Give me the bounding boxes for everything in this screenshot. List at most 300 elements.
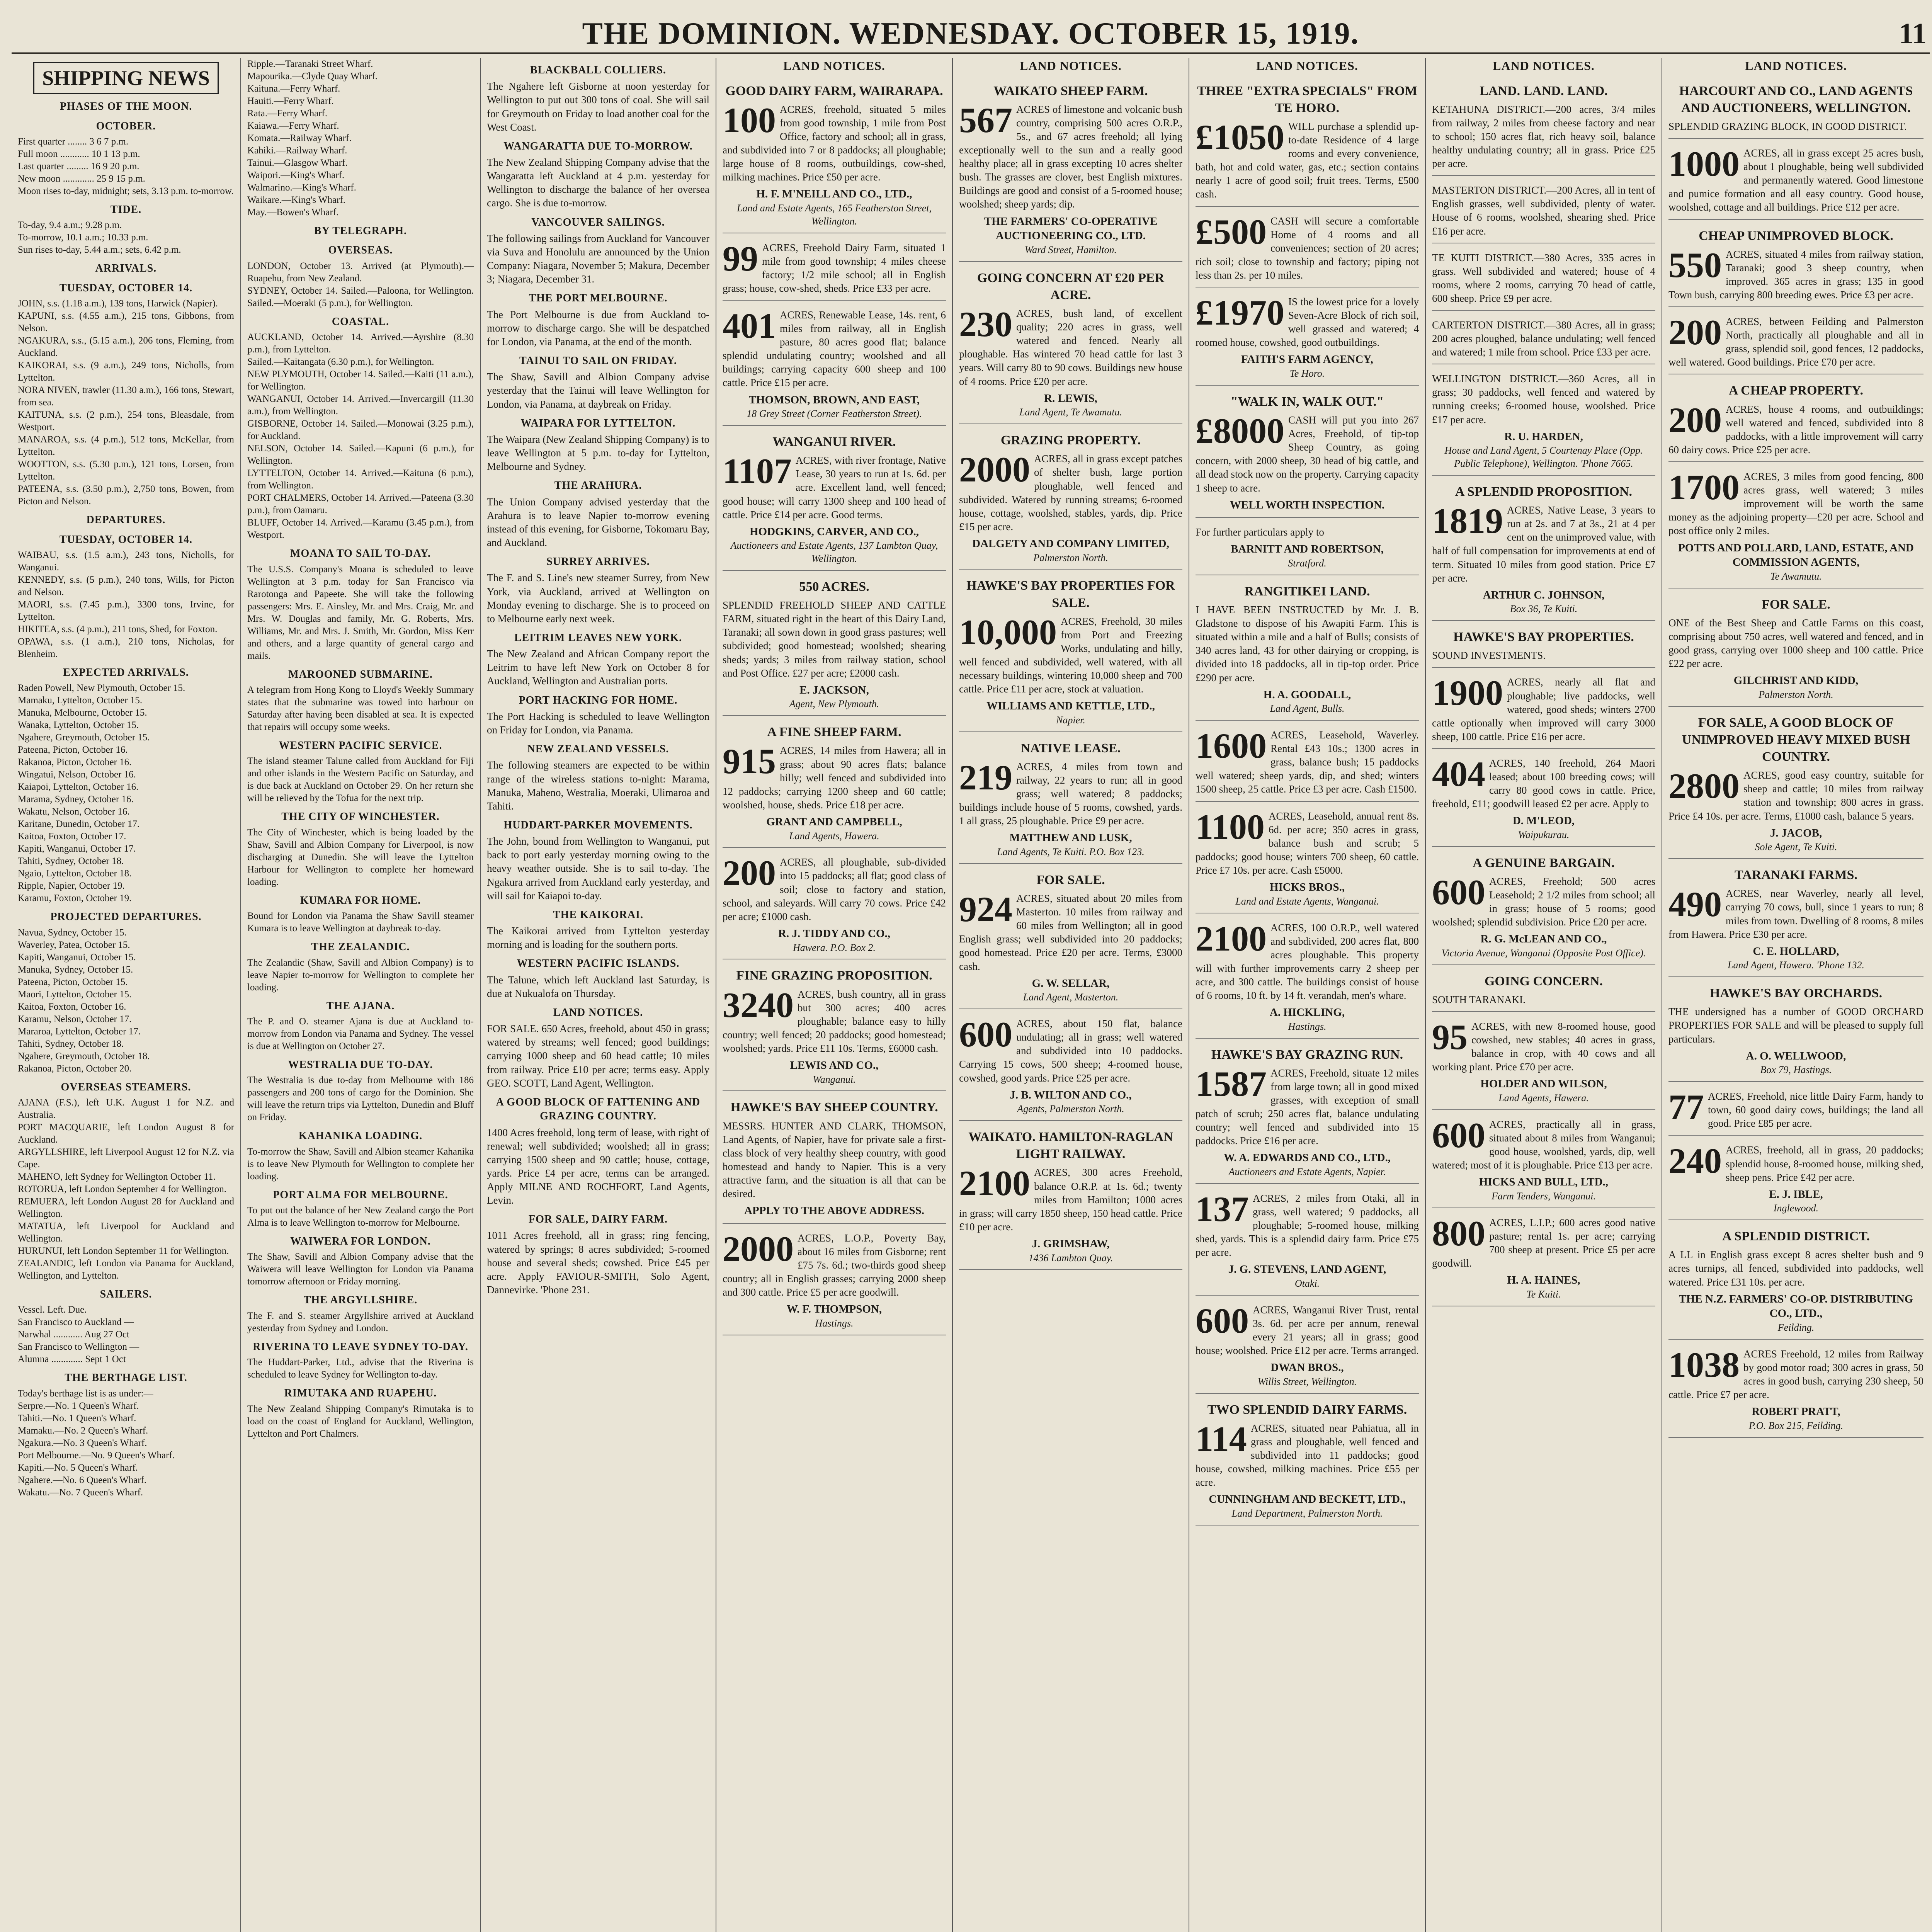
list-line: NELSON, October 14. Sailed.—Kapuni (6 p.m.), for Wellington.: [247, 443, 474, 466]
news-item: [247, 1129, 474, 1182]
ad-text: KETAHUNA DISTRICT.—200 acres, 3/4 miles from railway, 2 miles from cheese factory and near to school; 150 acres flat, rich heavy soil, balance healthy undulating country; all in grass. Price £25 per acre.: [1432, 103, 1655, 170]
news-item: [487, 63, 709, 134]
ad-agent: E. JACKSON,: [799, 684, 869, 696]
ads-col5: [959, 79, 1182, 1270]
ad-address: Box 36, Te Kuiti.: [1510, 603, 1578, 615]
projected-title: PROJECTED DEPARTURES.: [50, 911, 202, 923]
news-title: WAIWERA FOR LONDON.: [290, 1235, 431, 1248]
sailers-title: SAILERS.: [100, 1288, 152, 1301]
list-line: PORT CHALMERS, October 14. Arrived.—Pateena (3.30 p.m.), from Oamaru.: [247, 493, 474, 516]
ad-address: Land Agent, Hawera. 'Phone 132.: [1728, 959, 1864, 971]
ad-agent: LEWIS AND CO.,: [790, 1059, 879, 1071]
land-advertisement: [1196, 917, 1419, 1039]
news-item: [487, 1006, 709, 1090]
tide-list: [18, 219, 234, 256]
ad-address: Waipukurau.: [1518, 829, 1570, 840]
masthead: [12, 13, 1930, 54]
ad-body: [1196, 1066, 1419, 1148]
list-line: SYDNEY, October 14. Sailed.—Paloona, for Wellington. Sailed.—Moeraki (5 p.m.), for Wellington.: [247, 285, 474, 308]
list-line: PORT MACQUARIE, left London August 8 for Auckland.: [18, 1122, 234, 1145]
ad-text: ACRES, 2 miles from Otaki, all in grass, well watered; 9 paddocks, all ploughable; 5-roomed house, milking shed, yards. This is a splendid dairy farm. Price £75 per acre.: [1196, 1192, 1419, 1259]
list-line: NEW PLYMOUTH, October 14. Sailed.—Kaiti (11 a.m.), for Wellington.: [247, 369, 474, 392]
list-line: Serpre.—No. 1 Queen's Wharf.: [18, 1400, 139, 1411]
ad-acreage: 200: [1668, 400, 1722, 440]
ad-title: A CHEAP PROPERTY.: [1729, 383, 1863, 398]
ad-acreage: 600: [1432, 1115, 1485, 1155]
ad-acreage: 2000: [723, 1229, 794, 1269]
news-title: MAROONED SUBMARINE.: [288, 668, 433, 680]
list-line: Wakatu, Nelson, October 16.: [18, 806, 130, 817]
ad-address: Land Agents, Hawera.: [1498, 1092, 1589, 1104]
list-line: Hauiti.—Ferry Wharf.: [247, 96, 334, 106]
list-line: LONDON, October 13. Arrived (at Plymouth).—Ruapehu, from New Zealand.: [247, 260, 474, 284]
list-line: Mapourika.—Clyde Quay Wharf.: [247, 71, 378, 82]
news-title: THE KAIKORAI.: [553, 908, 643, 921]
list-line: Last quarter ......... 16 9 20 p.m.: [18, 161, 139, 172]
ad-agent: ROBERT PRATT,: [1752, 1405, 1840, 1418]
list-line: Mamaku.—No. 2 Queen's Wharf.: [18, 1425, 148, 1436]
ad-agent: H. A. HAINES,: [1507, 1274, 1580, 1287]
ad-acreage: 2800: [1668, 766, 1740, 806]
arrivals-title: ARRIVALS.: [95, 262, 157, 275]
land-advertisement: [1668, 981, 1923, 1082]
land-advertisement: [1668, 592, 1923, 707]
ad-body: [1668, 766, 1923, 823]
ad-text: ACRES, Leasehold, annual rent 8s. 6d. per acre; 350 acres in grass, balance bush and scrub; 5 paddocks; good house; winters 700 sheep, 60 cattle. Price £7 10s. per acre. Cash £5000.: [1196, 810, 1419, 876]
list-line: Walmarino.—King's Wharf.: [247, 182, 356, 193]
ad-text: ACRES, L.I.P.; 600 acres good native pasture; rental 1s. per acre; carrying 700 sheep at present. Price £5 per acre goodwill.: [1432, 1216, 1655, 1269]
list-line: Mararoa, Lyttelton, October 17.: [18, 1026, 141, 1037]
news-item: [247, 1293, 474, 1334]
land-advertisement: [1668, 1224, 1923, 1340]
ad-address: Willis Street, Wellington.: [1257, 1376, 1357, 1387]
ad-body: [1432, 1115, 1655, 1172]
news-item: [487, 291, 709, 349]
ad-acreage: 240: [1668, 1141, 1722, 1181]
land-advertisement: [1196, 1299, 1419, 1394]
list-line: San Francisco to Wellington —: [18, 1342, 139, 1352]
news-title: WESTERN PACIFIC SERVICE.: [279, 739, 442, 752]
land-advertisement: [1432, 1016, 1655, 1110]
ad-title: FOR SALE, A GOOD BLOCK OF UNIMPROVED HEAVY MIXED BUSH COUNTRY.: [1682, 715, 1910, 764]
ad-body: [959, 100, 1182, 211]
land-advertisement: [1668, 143, 1923, 219]
ad-address: Land Agent, Masterton.: [1023, 992, 1119, 1003]
sailers-list: [18, 1304, 234, 1366]
news-text: The New Zealand Shipping Company's Rimutaka is to load on the coast of England for Auckland, Wellington, Lyttelton and Port Chalmers.: [247, 1403, 474, 1439]
news-title: SURREY ARRIVES.: [546, 556, 650, 568]
ad-body: [1432, 649, 1655, 662]
land-advertisement: [723, 1228, 946, 1335]
news-text: 1011 Acres freehold, all in grass; ring fencing, watered by springs; 8 acres subdivided; 5-roomed house and several sheds; cowshed. Price £45 per acre. Apply FAVIOUR-SMITH, Solo Agent, Dannevirke. 'Phone 231.: [487, 1230, 709, 1296]
shipping-news-heading: SHIPPING NEWS: [33, 62, 219, 94]
col6-heading: LAND NOTICES.: [1256, 59, 1358, 73]
news-title: THE CITY OF WINCHESTER.: [281, 811, 440, 823]
land-advertisement: [959, 1013, 1182, 1121]
ad-title: TWO SPLENDID DAIRY FARMS.: [1207, 1402, 1407, 1417]
news-text: The F. and S. steamer Argyllshire arrived at Auckland yesterday from Sydney and London.: [247, 1310, 474, 1333]
news-item: [487, 216, 709, 286]
ad-text: SOUND INVESTMENTS.: [1432, 650, 1546, 662]
news-list-col3: [487, 63, 709, 1297]
ad-body: [1668, 1248, 1923, 1289]
news-item: [247, 1058, 474, 1124]
land-advertisement: [723, 720, 946, 848]
ad-body: [959, 612, 1182, 696]
news-text: The New Zealand and African Company report the Leitrim to have left New York on October 8 for Auckland, Wellington and Australian ports.: [487, 648, 709, 687]
land-advertisement: [1432, 1212, 1655, 1306]
news-title: HUDDART-PARKER MOVEMENTS.: [503, 819, 693, 831]
ad-text: ACRES, situated about 20 miles from Masterton. 10 miles from railway and 60 miles from Wellington; all in good English grass; well subdivided into 20 paddocks; good homestead. Price £20 per acre. Terms, £3000 cash.: [959, 893, 1182, 972]
ad-agent: J. GRIMSHAW,: [1032, 1237, 1110, 1250]
col8-heading: LAND NOTICES.: [1745, 59, 1847, 73]
ad-body: [1432, 872, 1655, 929]
column-shipping-3: [480, 58, 716, 1932]
ad-address: Farm Tenders, Wanganui.: [1492, 1190, 1596, 1202]
column-land-notices-5: [1662, 58, 1930, 1932]
ad-acreage: 2000: [959, 450, 1030, 490]
list-line: Kapiti, Wanganui, October 15.: [18, 952, 136, 963]
ad-body: [959, 889, 1182, 973]
ad-text: ACRES, practically all in grass, situated about 8 miles from Wanganui; good house, woolshed, yards, dip, well watered; most of it is ploughable. Price £13 per acre.: [1432, 1118, 1655, 1171]
ad-text: ACRES, 14 miles from Hawera; all in grass; about 90 acres flats; balance hilly; well fenced and subdivided into 12 paddocks; carrying 1200 sheep and 60 cattle; woolshed, house, sheds. Price £18 per acre.: [723, 745, 946, 811]
ad-agent: WILLIAMS AND KETTLE, LTD.,: [986, 700, 1155, 713]
list-line: Pateena, Picton, October 16.: [18, 745, 128, 755]
ad-text: ACRES, Freehold Dairy Farm, situated 1 mile from good township; 4 miles cheese factory; 1/2 mile school; all in English grass; house, cow-shed, sheds. Price £33 per acre.: [723, 242, 946, 294]
list-line: Wanaka, Lyttelton, October 15.: [18, 720, 139, 731]
ad-text: ACRES, all in grass except 25 acres bush, about 1 ploughable, being well subdivided and permanently watered. Good limestone and pumice formation and all easy country. Good house, woolshed, cottage and all buildings. Price £12 per acre.: [1668, 147, 1923, 213]
ad-text: ACRES, all in grass except patches of shelter bush, large portion ploughable, well fenced and subdivided. Watered by running streams; 6-roomed house, cottage, woolshed, stables, yards, dip. Price £15 per acre.: [959, 453, 1182, 532]
land-advertisement: [723, 430, 946, 571]
news-item: [487, 139, 709, 210]
ad-agent: J. B. WILTON AND CO.,: [1010, 1088, 1132, 1101]
land-advertisement: [1196, 522, 1419, 575]
ad-body: [723, 1231, 946, 1299]
ad-body: [959, 757, 1182, 828]
ad-acreage: 200: [723, 853, 776, 893]
tide-title: TIDE.: [110, 203, 142, 216]
ad-body: [723, 238, 946, 295]
ad-address: Land Agents, Te Kuiti. P.O. Box 123.: [997, 846, 1145, 858]
ad-title: THREE "EXTRA SPECIALS" FROM TE HORO.: [1197, 83, 1417, 115]
list-line: KAITUNA, s.s. (2 p.m.), 254 tons, Bleasdale, from Westport.: [18, 410, 234, 433]
list-line: May.—Bowen's Wharf.: [247, 207, 339, 218]
ad-body: [1432, 675, 1655, 743]
list-line: First quarter ........ 3 6 7 p.m.: [18, 136, 129, 147]
list-line: Tahiti, Sydney, October 18.: [18, 856, 124, 867]
ad-text: ACRES, 3 miles from good fencing, 800 acres grass, well watered; 3 miles improvement will be worth the same money as the adjoining property—£20 per acre. School and post office only 2 miles.: [1668, 471, 1923, 537]
list-line: Vessel. Left. Due.: [18, 1304, 87, 1315]
ad-body: [1668, 400, 1923, 457]
land-advertisement: [959, 573, 1182, 732]
list-line: Waikare.—King's Wharf.: [247, 195, 346, 205]
ad-address: Land Agent, Bulls.: [1270, 703, 1345, 714]
land-advertisement: [1432, 315, 1655, 364]
news-title: LAND NOTICES.: [553, 1006, 643, 1019]
list-line: REMUERA, left London August 28 for Auckland and Wellington.: [18, 1196, 234, 1219]
ad-address: Agents, Palmerston North.: [1017, 1103, 1124, 1115]
news-title: WESTRALIA DUE TO-DAY.: [288, 1058, 433, 1071]
ad-body: [1196, 117, 1419, 201]
ad-agent: H. A. GOODALL,: [1263, 688, 1351, 701]
list-line: Sailed.—Kaitangata (6.30 p.m.), for Wellington.: [247, 357, 434, 367]
news-text: The island steamer Talune called from Auckland for Fiji and other islands in the Western Pacific on Saturday, and is due back at Auckland on October 29. On her return she will be relieved by the Tofua for the next trip.: [247, 756, 474, 804]
list-line: Rata.—Ferry Wharf.: [247, 108, 328, 119]
ad-body: [1668, 1143, 1923, 1184]
overseas-list: [18, 1097, 234, 1282]
ad-title: RANGITIKEI LAND.: [1244, 584, 1370, 599]
ad-text: ACRES, Freehold, situate 12 miles from large town; all in good mixed grasses, with exception of small patch of scrub; 250 acres flat, balance undulating country; well fenced and subdivided into 15 paddocks. Price £16 per acre.: [1196, 1067, 1419, 1147]
ad-text: CASH will put you into 267 Acres, Freehold, of tip-top Sheep Country, as going concern, with 2000 sheep, 30 head of big cattle, and all dead stock now on the property. Carrying capacity 1 sheep to acre.: [1196, 414, 1419, 494]
news-title: FOR SALE, DAIRY FARM.: [529, 1213, 668, 1226]
ad-agent: CUNNINGHAM AND BECKETT, LTD.,: [1209, 1493, 1406, 1506]
land-advertisement: [959, 736, 1182, 864]
ad-text: ACRES, Wanganui River Trust, rental 3s. 6d. per acre per annum, renewal every 21 years; all in grass; good house; woolshed. Price £12 per acre. Terms arranged.: [1196, 1304, 1419, 1357]
col4-heading: LAND NOTICES.: [783, 59, 885, 73]
land-advertisement: [1432, 672, 1655, 748]
list-line: Narwhal ............ Aug 27 Oct: [18, 1329, 129, 1340]
ad-body: [723, 100, 946, 184]
expected-list: [18, 682, 234, 905]
ad-text: ACRES, good easy country, suitable for sheep and cattle; 10 miles from railway station and township; 800 acres in grass. Price £4 10s. per acre. Terms, £1000 cash, balance 5 years.: [1668, 769, 1923, 822]
ad-text: SPLENDID FREEHOLD SHEEP AND CATTLE FARM, situated right in the heart of this Dairy Land, Taranaki; all sown down in good grass pastures; well subdivided; good homestead; woolshed; shearing sheds; yards; 3 miles from railway station, school and Post Office. £27 per acre; £2000 cash.: [723, 599, 946, 679]
ad-text: ACRES, all ploughable, sub-divided into 15 paddocks; all flat; good class of soil; close to factory and station, school, and saleyards. Will carry 70 cows. Price £42 per acre; £1000 cash.: [723, 856, 946, 922]
land-advertisement: [1196, 291, 1419, 386]
land-advertisement: [723, 79, 946, 233]
ad-agent: J. G. STEVENS, LAND AGENT,: [1228, 1263, 1386, 1276]
ad-agent: HICKS AND BULL, LTD.,: [1479, 1176, 1609, 1189]
ad-title: HARCOURT AND CO., LAND AGENTS AND AUCTIONEERS, WELLINGTON.: [1679, 83, 1913, 115]
col5-heading: LAND NOTICES.: [1020, 59, 1122, 73]
ad-acreage: 1600: [1196, 726, 1267, 766]
land-advertisement: [1432, 851, 1655, 965]
news-title: PORT ALMA FOR MELBOURNE.: [273, 1189, 448, 1201]
ad-agent: GRANT AND CAMPBELL,: [766, 815, 902, 828]
overseas-title: OVERSEAS STEAMERS.: [61, 1081, 191, 1093]
ad-address: 1436 Lambton Quay.: [1028, 1252, 1113, 1264]
list-line: Today's berthage list is as under:—: [18, 1388, 153, 1399]
land-advertisement: [1432, 480, 1655, 621]
list-line: MATATUA, left Liverpool for Auckland and Wellington.: [18, 1221, 234, 1244]
news-item: [487, 354, 709, 411]
news-text: The F. and S. Line's new steamer Surrey, from New York, via Auckland, arrived at Wellington on Monday evening to discharge. She is to proceed on to Melbourne early next week.: [487, 572, 709, 624]
list-line: Komata.—Railway Wharf.: [247, 133, 352, 143]
list-line: Wakatu.—No. 7 Queen's Wharf.: [18, 1487, 143, 1498]
news-title: THE AJANA.: [326, 1000, 395, 1012]
ad-text: ACRES, situated near Pahiatua, all in grass and ploughable, well fenced and subdivided into 11 paddocks; good house, cowshed, milking machines. Price £55 per acre.: [1196, 1422, 1419, 1488]
news-text: The Port Melbourne is due from Auckland to-morrow to discharge cargo. She will be despatched for London, via Panama, at the end of the month.: [487, 308, 709, 347]
ad-address: P.O. Box 215, Feilding.: [1748, 1420, 1844, 1431]
news-item: [487, 417, 709, 474]
list-line: Full moon ............ 10 1 13 p.m.: [18, 148, 140, 159]
ad-acreage: 550: [1668, 245, 1722, 285]
ad-text: ACRES, 140 freehold, 264 Maori leased; about 100 breeding cows; will carry 80 good cows in cattle. Price, freehold, £11; goodwill leased £2 per acre. Apply to: [1432, 757, 1655, 810]
ad-agent: MATTHEW AND LUSK,: [1009, 832, 1132, 844]
ad-title: A SPLENDID DISTRICT.: [1722, 1229, 1870, 1244]
ad-acreage: 2100: [1196, 918, 1267, 958]
list-line: Maori, Lyttelton, October 15.: [18, 989, 132, 1000]
col7-heading: LAND NOTICES.: [1493, 59, 1595, 73]
ad-text: ACRES, Leasehold, Waverley. Rental £43 10s.; 1300 acres in grass, balance bush; 15 paddocks well watered; sheep yards, dip, and shed; winters 1500 sheep, 25 cattle. Price £3 per acre. Cash £1500.: [1196, 729, 1419, 795]
land-advertisement: [1196, 211, 1419, 287]
list-line: HURUNUI, left London September 11 for Wellington.: [18, 1246, 229, 1257]
list-line: Tainui.—Glasgow Wharf.: [247, 158, 348, 168]
ad-body: [1432, 318, 1655, 359]
overseas-telegraph-list: [247, 260, 474, 310]
ad-text: ACRES, 4 miles from town and railway, 22 years to run; all in good grass; well watered; 8 paddocks; buildings include house of 5 rooms, cowshed, yards. 1 all grass, 25 ploughable. Price £9 per acre.: [959, 760, 1182, 827]
list-line: AJANA (F.S.), left U.K. August 1 for N.Z. and Australia.: [18, 1097, 234, 1121]
ad-acreage: £1970: [1196, 293, 1284, 332]
list-line: PATEENA, s.s. (3.50 p.m.), 2,750 tons, Bowen, from Picton and Nelson.: [18, 484, 234, 507]
ad-address: Te Kuiti.: [1526, 1288, 1561, 1300]
news-item: [487, 555, 709, 626]
list-line: To-day, 9.4 a.m.; 9.28 p.m.: [18, 220, 122, 231]
land-advertisement: [959, 868, 1182, 1009]
ads-col6: [1196, 79, 1419, 1526]
ad-title: WAIKATO SHEEP FARM.: [993, 83, 1148, 98]
ad-body: [1196, 728, 1419, 796]
news-item: [247, 810, 474, 888]
news-text: To-morrow the Shaw, Savill and Albion steamer Kahanika is to leave New Plymouth for Wellington to complete her loading.: [247, 1146, 474, 1182]
news-item: [247, 739, 474, 804]
land-advertisement: [1432, 625, 1655, 668]
land-advertisement: [1668, 1344, 1923, 1438]
news-text: The U.S.S. Company's Moana is scheduled to leave Wellington at 3 p.m. today for San Francisco via Rarotonga and Papeete. She will take the following passengers: Mrs. E. Ainsley, Mr. and Mrs. Craig, Mr. and Mrs. W. Douglas and family, Mr. G. Roberts, Mrs. Williams, Mr. and Mrs. J. Smith, Mr. Gordon, Miss Kerr and others, and a large quantity of general cargo and mails.: [247, 564, 474, 661]
list-line: Ngakura.—No. 3 Queen's Wharf.: [18, 1437, 147, 1448]
ad-text: CARTERTON DISTRICT.—380 Acres, all in grass; 200 acres ploughed, balance undulating; well fenced and watered; 1 mile from school. Price £33 per acre.: [1432, 319, 1655, 358]
departures-list: [18, 549, 234, 660]
ad-acreage: 404: [1432, 754, 1485, 794]
ad-title: WAIKATO. HAMILTON-RAGLAN LIGHT RAILWAY.: [968, 1130, 1173, 1162]
list-line: Ngahere, Greymouth, October 15.: [18, 732, 150, 743]
departures-title: DEPARTURES.: [86, 514, 166, 526]
ad-text: ACRES, situated 4 miles from railway station, Taranaki; good 3 sheep country, when improved. 365 acres in grass; 135 in good Town bush, carrying 800 breeding ewes. Price £3 per acre.: [1668, 248, 1923, 301]
list-line: Raden Powell, New Plymouth, October 15.: [18, 683, 185, 694]
news-item: [247, 547, 474, 662]
ad-address: Land and Estate Agents, 165 Featherston Street, Wellington.: [736, 202, 932, 227]
ad-acreage: 924: [959, 889, 1012, 929]
ad-text: MASTERTON DISTRICT.—200 Acres, all in tent of English grasses, well subdivided, plenty of water. House of 6 rooms, woolshed, shearing shed. Price £16 per acre.: [1432, 184, 1655, 237]
ad-body: [1196, 1419, 1419, 1489]
list-line: Waipori.—King's Wharf.: [247, 170, 345, 180]
news-item: [487, 1095, 709, 1207]
news-text: The City of Winchester, which is being loaded by the Shaw, Savill and Albion Company for Liverpool, is now discharging at Dunedin. She will leave the Lyttelton Harbour for Wellington to complete her homeward loading.: [247, 827, 474, 887]
ad-agent: WELL WORTH INSPECTION.: [1230, 498, 1385, 511]
ad-acreage: 219: [959, 757, 1012, 797]
land-advertisement: [959, 1125, 1182, 1270]
ad-text: ACRES, house 4 rooms, and outbuildings; well watered and fenced, subdivided into 8 paddocks, with a little improvement will carry 60 dairy cows. Price £25 per acre.: [1668, 403, 1923, 456]
ad-body: [1432, 251, 1655, 305]
ad-body: [959, 1017, 1182, 1085]
ad-body: [1432, 184, 1655, 238]
list-line: Tahiti.—No. 1 Queen's Wharf.: [18, 1413, 136, 1423]
ad-address: Feilding.: [1777, 1322, 1815, 1333]
list-line: LYTTELTON, October 14. Arrived.—Kaituna (6 p.m.), from Wellington.: [247, 468, 474, 491]
ad-body: [1196, 1303, 1419, 1357]
ad-body: [723, 308, 946, 390]
telegraph-title: BY TELEGRAPH.: [314, 225, 407, 237]
ad-agent: W. F. THOMPSON,: [786, 1303, 882, 1316]
arrivals-date: TUESDAY, OCTOBER 14.: [59, 282, 193, 294]
land-advertisement: [723, 304, 946, 426]
ad-address: Victoria Avenue, Wanganui (Opposite Post Office).: [1441, 947, 1646, 959]
column-shipping-news: [12, 58, 240, 1932]
news-title: WESTERN PACIFIC ISLANDS.: [517, 957, 680, 970]
ad-title: FINE GRAZING PROPOSITION.: [736, 968, 932, 983]
news-item: [487, 742, 709, 813]
ad-body: [1668, 470, 1923, 537]
news-text: The Zealandic (Shaw, Savill and Albion Company) is to leave Napier to-morrow for Wellington to complete her loading.: [247, 957, 474, 993]
list-line: Waverley, Patea, October 15.: [18, 939, 130, 950]
ad-acreage: 1900: [1432, 673, 1503, 713]
ad-acreage: 600: [1432, 872, 1485, 912]
ad-text: ACRES, Freehold; 500 acres Leasehold; 2 1/2 miles from school; all in grass; house of 5 rooms; good woolshed; splendid subdivision. Price £20 per acre.: [1432, 875, 1655, 928]
ad-body: [1432, 1213, 1655, 1270]
list-line: Alumna ............. Sept 1 Oct: [18, 1354, 126, 1365]
list-line: BLUFF, October 14. Arrived.—Karamu (3.45 p.m.), from Westport.: [247, 517, 474, 541]
ad-title: A FINE SHEEP FARM.: [767, 725, 901, 740]
ad-acreage: 10,000: [959, 612, 1057, 652]
ad-text: ACRES, near Waverley, nearly all level, carrying 70 cows, bull, since 1 years to run; 8 miles from town. Dwelling of 8 rooms, 8 miles from Hawera. Price £30 per acre.: [1668, 888, 1923, 940]
ad-agent: DWAN BROS.,: [1270, 1361, 1344, 1374]
ad-address: Land Agents, Hawera.: [789, 830, 879, 842]
ad-body: [1668, 1347, 1923, 1401]
land-advertisement: [959, 266, 1182, 424]
ad-agent: R. G. McLEAN AND CO.,: [1480, 933, 1607, 946]
ad-text: I HAVE BEEN INSTRUCTED by Mr. J. B. Gladstone to dispose of his Awapiti Farm. This is situated within a mile and a half of Bulls; consists of 340 acres land, 43 for other dairying or cropping, is divided into 18 paddocks, all in tip-top order. Price £290 per acre.: [1196, 604, 1419, 684]
news-item: [247, 1386, 474, 1440]
ad-acreage: 137: [1196, 1189, 1249, 1229]
ad-body: [959, 452, 1182, 534]
news-item: [247, 940, 474, 993]
list-line: Karamu, Nelson, October 17.: [18, 1014, 132, 1024]
ad-agent: THE N.Z. FARMERS' CO-OP. DISTRIBUTING CO., LTD.,: [1679, 1293, 1913, 1320]
ad-address: Land and Estate Agents, Wanganui.: [1235, 895, 1379, 907]
ad-agent: G. W. SELLAR,: [1032, 977, 1110, 990]
land-advertisement: [1668, 79, 1923, 139]
ad-acreage: 77: [1668, 1087, 1704, 1127]
coastal-list: [247, 331, 474, 541]
news-text: The Westralia is due to-day from Melbourne with 186 passengers and 200 tons of cargo for the Dominion. She will leave the return trips via Lyttelton, Dunedin and Bluff on Friday.: [247, 1075, 474, 1123]
ad-acreage: 1000: [1668, 144, 1740, 184]
list-line: Karamu, Foxton, October 19.: [18, 893, 132, 904]
news-title: RIMUTAKA AND RUAPEHU.: [284, 1387, 437, 1400]
list-line: NORA NIVEN, trawler (11.30 a.m.), 166 tons, Stewart, from sea.: [18, 385, 234, 408]
column-land-notices-1: [716, 58, 952, 1932]
ad-body: [1196, 413, 1419, 495]
ad-acreage: 800: [1432, 1213, 1485, 1253]
ad-acreage: 95: [1432, 1017, 1468, 1057]
ad-body: [1668, 146, 1923, 214]
ad-title: FOR SALE.: [1036, 872, 1105, 887]
news-item: [247, 668, 474, 733]
news-text: The Waipara (New Zealand Shipping Company) is to leave Wellington at 5 p.m. to-day for Lyttelton, Melbourne and Sydney.: [487, 434, 709, 473]
ad-body: [1668, 245, 1923, 302]
ad-body: [1196, 526, 1419, 539]
list-line: Tahiti, Sydney, October 18.: [18, 1038, 124, 1049]
masthead-title: THE DOMINION. WEDNESDAY. OCTOBER 15, 1919.: [582, 17, 1359, 51]
land-advertisement: [1196, 579, 1419, 721]
ad-text: ACRES Freehold, 12 miles from Railway by good motor road; 300 acres in grass, 50 acres in good bush, carrying 230 sheep, 50 cattle. Price £7 per acre.: [1668, 1348, 1923, 1401]
ad-agent: C. E. HOLLARD,: [1753, 945, 1839, 957]
land-advertisement: [723, 963, 946, 1091]
land-advertisement: [1668, 1139, 1923, 1220]
ad-text: ACRES, 300 acres Freehold, balance O.R.P. at 1s. 6d.; twenty miles from Hamilton; 1000 acres in grass; will carry 1850 sheep, 150 head cattle. Price £10 per acre.: [959, 1167, 1182, 1233]
news-item: [247, 1235, 474, 1288]
ad-agent: J. JACOB,: [1770, 827, 1822, 839]
news-item: [487, 631, 709, 688]
news-text: The Shaw, Savill and Albion Company advise yesterday that the Tainui will leave Wellington for London, via Panama, at daybreak on Friday.: [487, 371, 709, 410]
